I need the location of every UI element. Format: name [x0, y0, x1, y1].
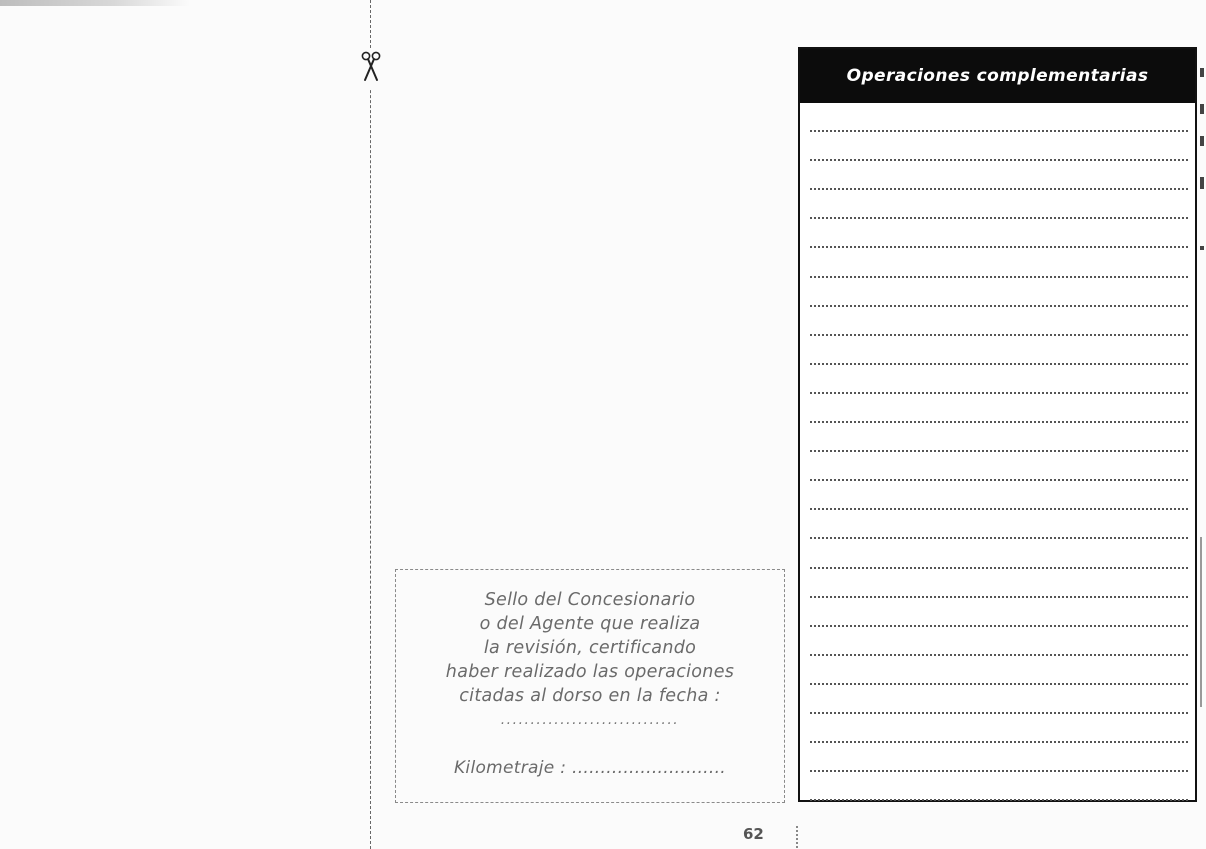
- scissors-icon: [360, 50, 382, 90]
- stamp-line: citadas al dorso en la fecha :: [459, 686, 721, 706]
- blank-line: [810, 479, 1188, 481]
- blank-line: [810, 508, 1188, 510]
- edge-mark: [1200, 68, 1204, 77]
- page-edge-shadow: [0, 0, 190, 6]
- operations-panel: [798, 47, 1197, 802]
- stamp-date-field: ..............................: [500, 712, 680, 728]
- blank-line: [810, 188, 1188, 190]
- mileage-field: Kilometraje : ...........................: [453, 758, 726, 778]
- blank-line: [810, 159, 1188, 161]
- blank-line: [810, 276, 1188, 278]
- blank-line: [810, 712, 1188, 714]
- edge-mark: [1200, 177, 1204, 189]
- blank-line: [810, 246, 1188, 248]
- blank-line: [810, 392, 1188, 394]
- blank-line: [810, 596, 1188, 598]
- fold-mark: [796, 826, 798, 848]
- blank-line: [810, 334, 1188, 336]
- next-page-edge: [1200, 0, 1206, 849]
- stamp-line: o del Agente que realiza: [479, 614, 701, 634]
- page-number: 62: [743, 825, 764, 843]
- cut-line: [370, 0, 371, 849]
- blank-line: [810, 450, 1188, 452]
- blank-line: [810, 421, 1188, 423]
- stamp-line: Sello del Concesionario: [484, 590, 696, 610]
- blank-line: [810, 683, 1188, 685]
- operations-title: Operaciones complementarias: [800, 49, 1195, 103]
- blank-line: [810, 363, 1188, 365]
- blank-line: [810, 567, 1188, 569]
- blank-line: [810, 625, 1188, 627]
- edge-mark: [1200, 104, 1204, 114]
- dealer-stamp-box: [395, 569, 785, 803]
- blank-line: [810, 741, 1188, 743]
- blank-line: [810, 217, 1188, 219]
- edge-mark: [1200, 537, 1202, 707]
- edge-mark: [1200, 246, 1204, 250]
- blank-line: [810, 654, 1188, 656]
- stamp-instructions: [396, 588, 784, 708]
- blank-line: [810, 305, 1188, 307]
- blank-line: [810, 770, 1188, 772]
- blank-line: [810, 130, 1188, 132]
- blank-line: [810, 537, 1188, 539]
- edge-mark: [1200, 136, 1204, 146]
- blank-line: [810, 799, 1188, 801]
- stamp-line: la revisión, certificando: [483, 638, 697, 658]
- stamp-line: haber realizado las operaciones: [445, 662, 735, 682]
